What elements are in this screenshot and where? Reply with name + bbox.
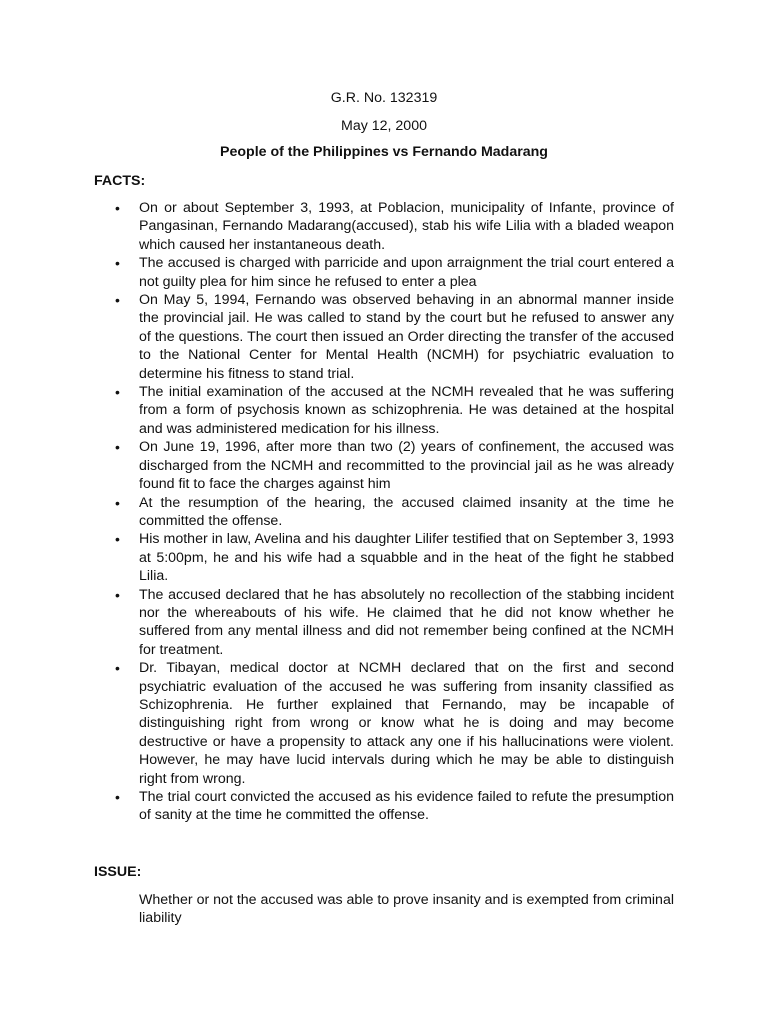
fact-item: [94, 788, 674, 825]
bullet-icon: •: [115, 292, 120, 309]
facts-list: [94, 199, 674, 825]
fact-item: [94, 530, 674, 585]
fact-item: [94, 494, 674, 531]
bullet-icon: •: [115, 531, 120, 548]
bullet-icon: •: [115, 586, 120, 603]
bullet-icon: •: [115, 384, 120, 401]
fact-text: On or about September 3, 1993, at Poblacion, municipality of Infante, province of Pangasinan, Fernando Madarang(accused), stab his wife Lilia with a bladed weapon which caused her instantaneous death.: [139, 200, 674, 253]
fact-text: At the resumption of the hearing, the accused claimed insanity at the time he committed the offense.: [139, 494, 674, 529]
fact-item: [94, 438, 674, 493]
fact-item: [94, 383, 674, 438]
fact-item: [94, 199, 674, 254]
fact-text: The accused declared that he has absolutely no recollection of the stabbing incident nor the whereabouts of his wife. He claimed that he did not know whether he suffered from any mental illness and did not remember being confined at the NCMH for treatment.: [139, 586, 674, 658]
fact-text: On June 19, 1996, after more than two (2) years of confinement, the accused was discharged from the NCMH and recommitted to the provincial jail as he was already found fit to face the charges against him: [139, 439, 674, 493]
fact-item: [94, 254, 674, 291]
fact-text: His mother in law, Avelina and his daughter Lilifer testified that on September 3, 1993 at 5:00pm, he and his wife had a squabble and in the heat of the fight he stabbed Lilia.: [139, 531, 674, 585]
issue-heading: ISSUE:: [94, 864, 142, 880]
fact-text: On May 5, 1994, Fernando was observed behaving in an abnormal manner inside the provincial jail. He was called to stand by the court but he refused to answer any of the questions. The court then issued an Order directing the transfer of the accused to the National Center for Mental Health (NCMH) for psychiatric evaluation to determine his fitness to stand trial.: [139, 292, 674, 382]
bullet-icon: •: [115, 439, 120, 456]
bullet-icon: •: [115, 660, 120, 677]
decision-date: May 12, 2000: [341, 118, 427, 134]
case-number: G.R. No. 132319: [330, 90, 438, 106]
fact-text: The initial examination of the accused at the NCMH revealed that he was suffering from a form of psychosis known as schizophrenia. He was detained at the hospital and was administered medication for his illness.: [139, 384, 674, 437]
case-title: People of the Philippines vs Fernando Madarang: [220, 144, 548, 160]
issue-text: Whether or not the accused was able to prove insanity and is exempted from criminal liability: [139, 892, 674, 927]
fact-item: [94, 291, 674, 383]
bullet-icon: •: [115, 789, 120, 805]
fact-text: Dr. Tibayan, medical doctor at NCMH declared that on the first and second psychiatric evaluation of the accused he was suffering from insanity classified as Schizophrenia. He further explained that Fernando, may be incapable of distinguishing right from wrong or know what he is doing and may become destructive or have a propensity to attack any one if his hallucinations were violent. However, he may have lucid intervals during which he may be able to distinguish right from wrong.: [139, 660, 674, 787]
facts-heading: FACTS:: [94, 173, 146, 189]
fact-text: The trial court convicted the accused as his evidence failed to refute the presumption of sanity at the time he committed the offense.: [139, 789, 674, 824]
bullet-icon: •: [115, 494, 120, 511]
bullet-icon: •: [115, 200, 120, 216]
fact-item: [94, 586, 674, 660]
fact-text: The accused is charged with parricide and upon arraignment the trial court entered a not guilty plea for him since he refused to enter a plea: [139, 255, 674, 290]
fact-item: [94, 659, 674, 788]
bullet-icon: •: [115, 255, 120, 272]
